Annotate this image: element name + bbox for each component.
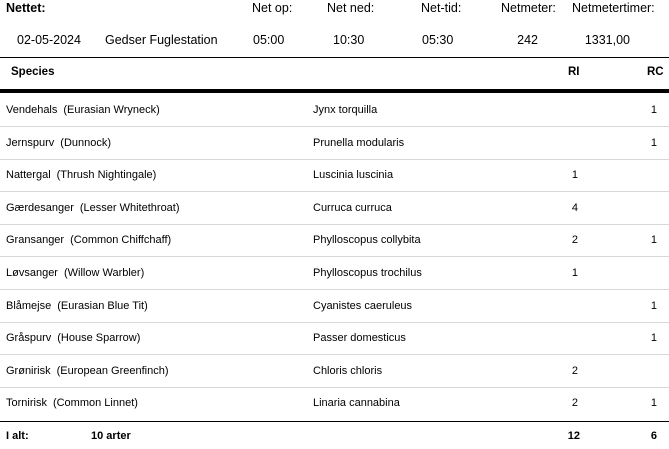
header-top-rule: [0, 57, 669, 58]
species-english-name: (Lesser Whitethroat): [79, 201, 180, 214]
species-danish-name: Blåmejse: [6, 299, 52, 312]
netmetertimer-label: Netmetertimer:: [572, 1, 655, 15]
totals-rc: 6: [650, 430, 657, 442]
species-name: [6, 202, 180, 214]
species-danish-name: Tornirisk: [6, 397, 47, 410]
rc-count: 1: [650, 136, 657, 149]
species-danish-name: Grønirisk: [6, 364, 51, 377]
species-name: [6, 332, 140, 344]
rc-count: 1: [650, 332, 657, 345]
species-danish-name: Gærdesanger: [6, 201, 74, 214]
species-english-name: (European Greenfinch): [56, 364, 169, 377]
rc-column-header: RC: [647, 66, 664, 78]
species-danish-name: Jernspurv: [6, 136, 55, 149]
species-latin-name: Chloris chloris: [313, 364, 383, 377]
header-bottom-rule: [0, 89, 669, 93]
species-latin-name: Prunella modularis: [313, 136, 405, 149]
table-row: [0, 128, 669, 160]
table-row: [0, 356, 669, 388]
ri-count: 4: [571, 201, 578, 214]
species-latin-name: Luscinia luscinia: [313, 169, 394, 182]
table-row: [0, 95, 669, 127]
species-danish-name: Gråspurv: [6, 332, 52, 345]
nettet-label: Nettet:: [6, 1, 46, 15]
species-english-name: (Eurasian Wryneck): [63, 104, 160, 116]
species-latin-name: Jynx torquilla: [313, 104, 378, 116]
netmeter-label: Netmeter:: [501, 1, 556, 15]
table-row: [0, 323, 669, 355]
table-row: [0, 225, 669, 257]
species-name: [6, 137, 111, 149]
net-ned-label: Net ned:: [327, 1, 375, 15]
table-row: [0, 160, 669, 192]
species-danish-name: Gransanger: [6, 234, 65, 247]
species-name: [6, 365, 169, 377]
rc-count: 1: [650, 397, 657, 410]
species-name: [6, 104, 160, 116]
totals-species-count: 10 arter: [91, 430, 131, 442]
species-name: [6, 397, 138, 409]
ri-column-header: RI: [568, 66, 580, 78]
species-latin-name: Phylloscopus collybita: [313, 234, 421, 247]
species-english-name: (Common Chiffchaff): [70, 234, 172, 247]
ri-count: 2: [571, 364, 578, 377]
ri-count: 1: [571, 169, 578, 182]
species-danish-name: Løvsanger: [6, 267, 58, 279]
species-latin-name: Phylloscopus trochilus: [313, 267, 422, 279]
totals-top-rule: [0, 421, 669, 422]
species-latin-name: Linaria cannabina: [313, 397, 400, 410]
species-name: [6, 267, 144, 279]
species-latin-name: Cyanistes caeruleus: [313, 299, 413, 312]
netmeter-value: 242: [517, 33, 538, 47]
species-name: [6, 169, 156, 181]
table-row: [0, 258, 669, 290]
table-row: [0, 193, 669, 225]
ri-count: 2: [571, 397, 578, 410]
species-english-name: (House Sparrow): [57, 332, 141, 345]
species-latin-name: Curruca curruca: [313, 201, 392, 214]
species-danish-name: Vendehals: [6, 104, 58, 116]
net-op-value: 05:00: [253, 33, 285, 47]
species-name: [6, 234, 171, 246]
species-name: [6, 300, 148, 312]
species-english-name: (Thrush Nightingale): [56, 169, 157, 182]
ri-count: 1: [571, 267, 578, 279]
net-op-label: Net op:: [252, 1, 293, 15]
rc-count: 1: [650, 299, 657, 312]
net-tid-value: 05:30: [422, 33, 454, 47]
species-english-name: (Willow Warbler): [63, 267, 145, 279]
species-english-name: (Dunnock): [60, 136, 112, 149]
net-ned-value: 10:30: [333, 33, 365, 47]
species-latin-name: Passer domesticus: [313, 332, 406, 345]
species-column-header: Species: [11, 66, 55, 78]
net-date: 02-05-2024: [17, 33, 81, 47]
species-english-name: (Common Linnet): [52, 397, 138, 410]
rc-count: 1: [650, 104, 657, 116]
totals-label: I alt:: [6, 430, 29, 442]
table-row: [0, 388, 669, 420]
species-english-name: (Eurasian Blue Tit): [57, 299, 148, 312]
ri-count: 2: [571, 234, 578, 247]
net-tid-label: Net-tid:: [421, 1, 462, 15]
netmetertimer-value: 1331,00: [584, 33, 630, 47]
totals-ri: 12: [567, 430, 580, 442]
species-danish-name: Nattergal: [6, 169, 51, 182]
table-row: [0, 291, 669, 323]
rc-count: 1: [650, 234, 657, 247]
station-name: Gedser Fuglestation: [105, 33, 218, 47]
